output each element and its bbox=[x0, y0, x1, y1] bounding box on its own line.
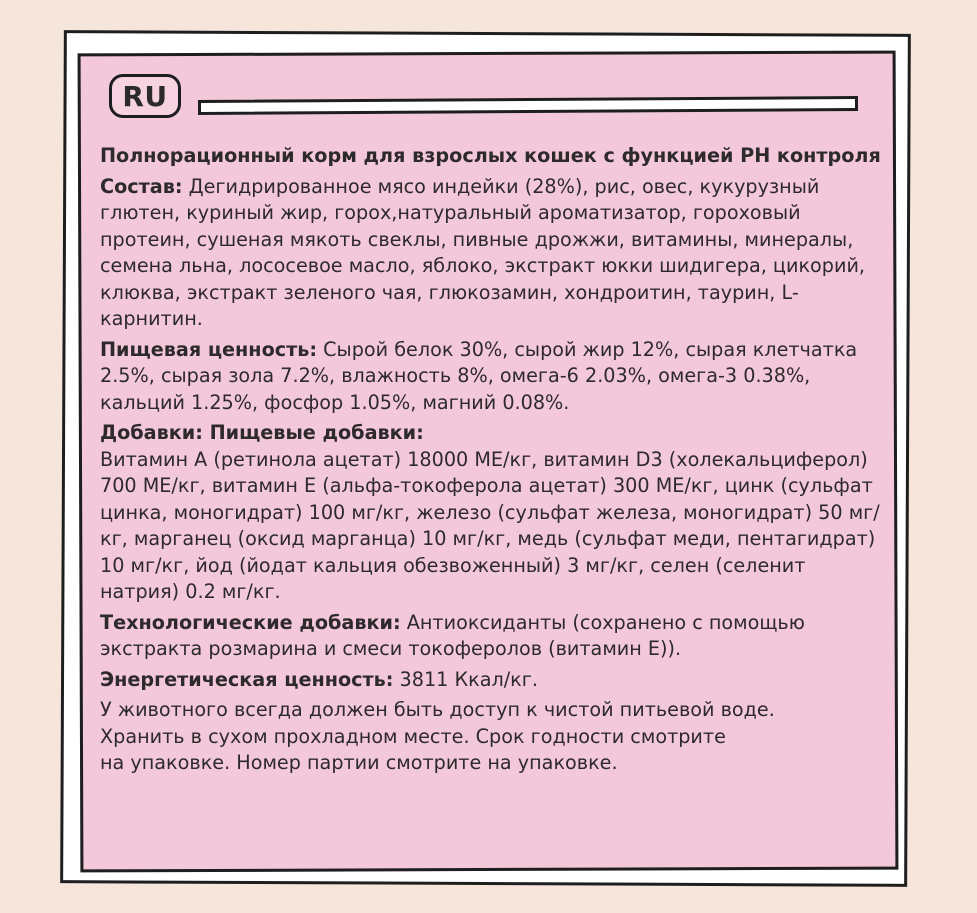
additives-label: Добавки: Пищевые добавки: bbox=[100, 421, 424, 444]
notes-line-3: на упаковке. Номер партии смотрите на упаковке. bbox=[100, 751, 618, 774]
notes-line-2: Хранить в сухом прохладном месте. Срок годности смотрите bbox=[100, 724, 726, 748]
product-title: Полнорационный корм для взрослых кошек с функцией PH контроля bbox=[100, 144, 881, 167]
composition-section bbox=[100, 174, 885, 333]
energy-label: Энергетическая ценность: bbox=[100, 667, 394, 691]
tech-additives-label: Технологические добавки: bbox=[100, 610, 401, 634]
composition-label: Состав: bbox=[100, 174, 183, 198]
tech-additives-text: Антиоксиданты (сохранено с помощью экстракта розмарина и смеси токоферолов (витамин Е)). bbox=[100, 610, 805, 660]
composition-text: Дегидрированное мясо индейки (28%), рис, овес, кукурузный глютен, куриный жир, горох,натуральный ароматизатор, гороховый протеин, сушеная мякоть свеклы, пивные дрожжи, витамины, минералы, семена льна, лососевое масло, яблоко, экстракт юкки шидигера, цикорий, клюква, экстракт зеленого чая, глюкозамин, хондроитин, таурин, L-карнитин. bbox=[100, 174, 866, 330]
language-badge: RU bbox=[109, 74, 181, 118]
label-content bbox=[100, 143, 885, 781]
notes-line-1: У животного всегда должен быть доступ к чистой питьевой воде. bbox=[100, 698, 775, 721]
nutrition-section bbox=[100, 337, 885, 417]
energy-section bbox=[100, 667, 885, 694]
energy-text: 3811 Ккал/кг. bbox=[393, 667, 538, 691]
additives-section bbox=[100, 420, 885, 606]
tech-additives-section bbox=[100, 610, 885, 663]
storage-notes bbox=[100, 697, 885, 777]
nutrition-text: Сырой белок 30%, сырой жир 12%, сырая клетчатка 2.5%, сырая зола 7.2%, влажность 8%, омега-6 2.03%, омега-3 0.38%, кальций 1.25%, фосфор 1.05%, магний 0.08%. bbox=[100, 337, 858, 414]
additives-text: Витамин А (ретинола ацетат) 18000 МЕ/кг, витамин D3 (холекальциферол) 700 МЕ/кг, витамин Е (альфа-токоферола ацетат) 300 МЕ/кг, цинк (сульфат цинка, моногидрат) 100 мг/кг, железо (сульфат железа, моногидрат) 50 мг/кг, марганец (оксид марганца) 10 мг/кг, медь (сульфат меди, пентагидрат) 10 мг/кг, йод (йодат кальция обезвоженный) 3 мг/кг, селен (селенит натрия) 0.2 мг/кг. bbox=[100, 447, 880, 603]
nutrition-label: Пищевая ценность: bbox=[100, 337, 318, 361]
